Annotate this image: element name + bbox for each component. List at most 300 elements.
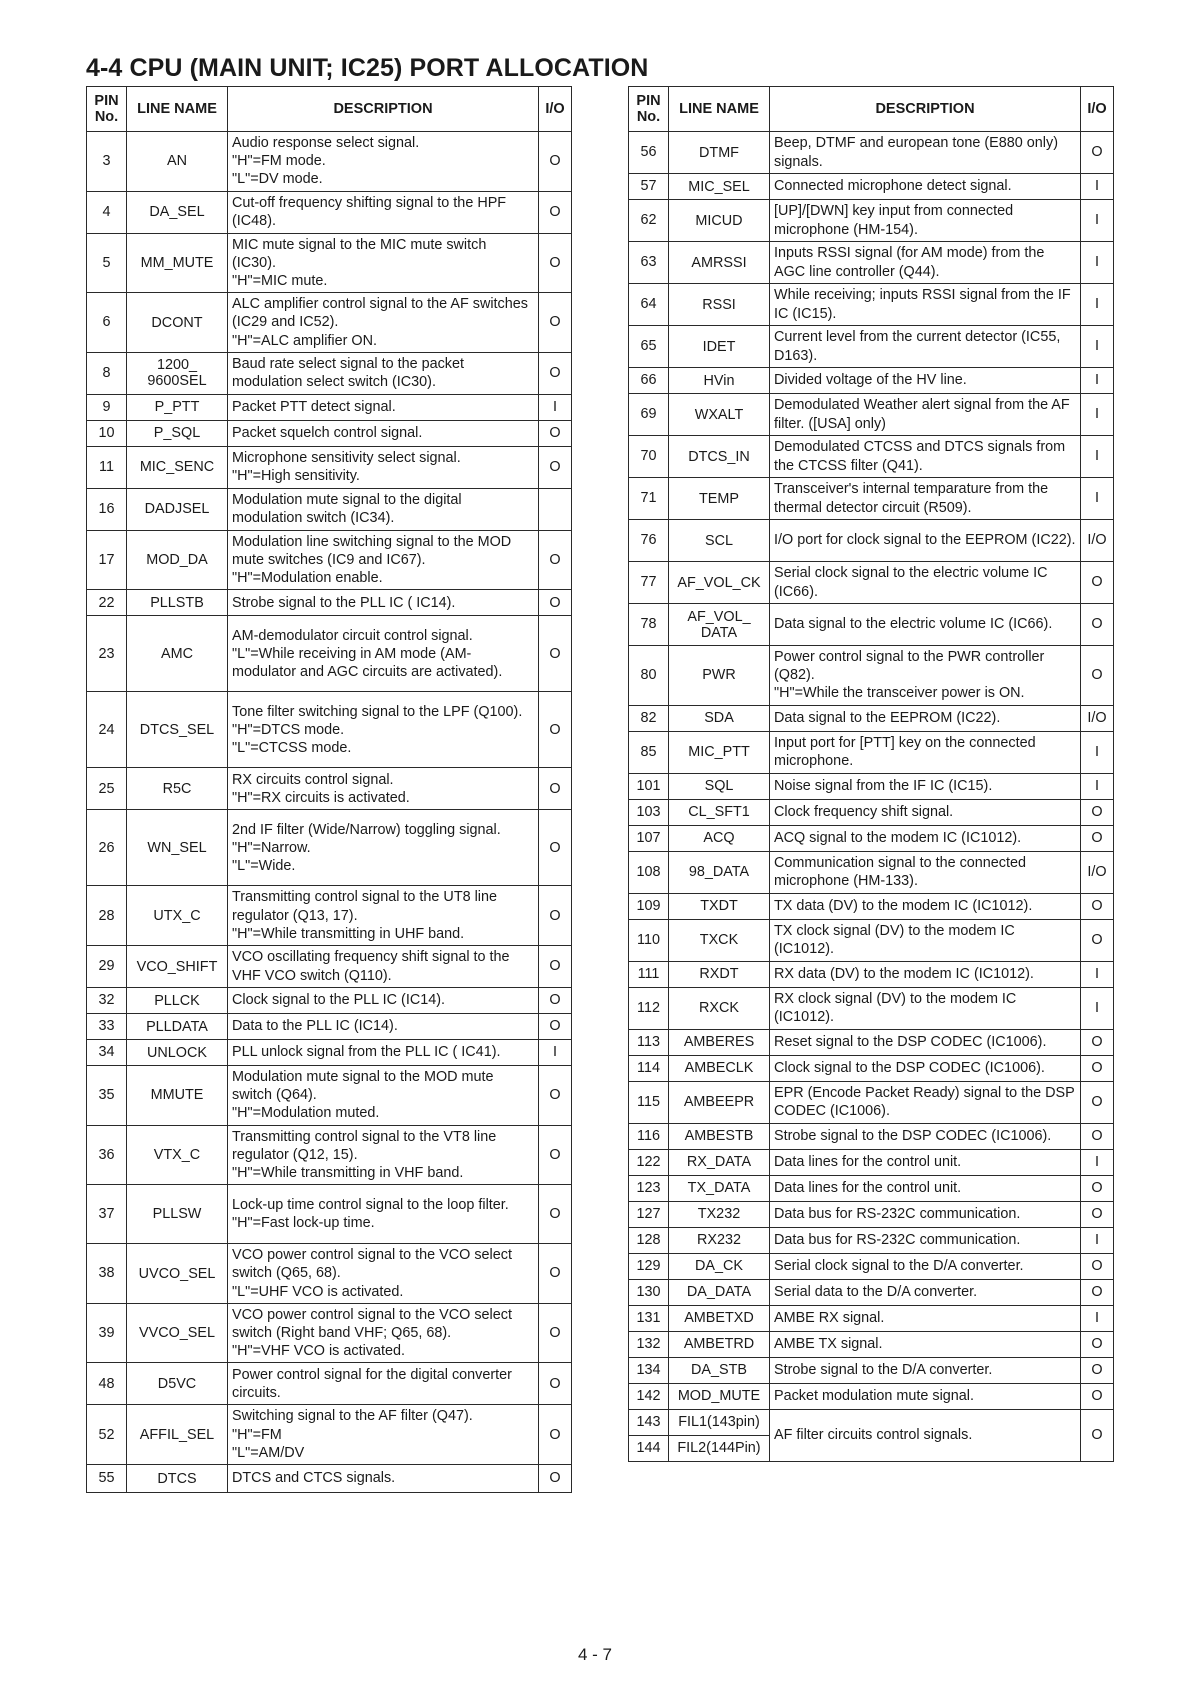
io-cell: O bbox=[1081, 1331, 1114, 1357]
io-cell: O bbox=[539, 293, 572, 353]
pin-cell: 35 bbox=[87, 1066, 127, 1126]
line-name-cell: PLLSW bbox=[127, 1185, 228, 1244]
line-name-cell: UVCO_SEL bbox=[127, 1244, 228, 1304]
table-row bbox=[629, 1123, 1114, 1149]
pin-cell: 65 bbox=[629, 326, 669, 368]
description-cell: Audio response select signal. "H"=FM mode. "L"=DV mode. bbox=[228, 132, 539, 192]
io-cell: I/O bbox=[1081, 705, 1114, 731]
table-row bbox=[629, 478, 1114, 520]
table-row bbox=[629, 1253, 1114, 1279]
description-cell: Strobe signal to the D/A converter. bbox=[770, 1357, 1081, 1383]
pin-cell: 22 bbox=[87, 590, 127, 616]
port-table-left bbox=[86, 86, 572, 1493]
pin-cell: 55 bbox=[87, 1465, 127, 1493]
io-cell: I bbox=[539, 1040, 572, 1066]
description-cell: Packet modulation mute signal. bbox=[770, 1383, 1081, 1409]
io-cell: O bbox=[1081, 1201, 1114, 1227]
line-name-cell: DA_STB bbox=[669, 1357, 770, 1383]
table-row bbox=[629, 604, 1114, 646]
pin-cell: 114 bbox=[629, 1055, 669, 1081]
description-cell: Beep, DTMF and european tone (E880 only) signals. bbox=[770, 132, 1081, 174]
pin-cell: 101 bbox=[629, 773, 669, 799]
io-cell: I bbox=[1081, 368, 1114, 394]
table-row bbox=[629, 132, 1114, 174]
table-row bbox=[629, 851, 1114, 893]
table-row bbox=[87, 616, 572, 692]
table-row bbox=[629, 284, 1114, 326]
line-name-cell: PLLCK bbox=[127, 988, 228, 1014]
io-cell: I/O bbox=[1081, 520, 1114, 562]
table-row bbox=[629, 1081, 1114, 1123]
io-cell: O bbox=[1081, 1055, 1114, 1081]
description-cell: Transmitting control signal to the UT8 line regulator (Q13, 17). "H"=While transmitting in UHF band. bbox=[228, 886, 539, 946]
pin-cell: 64 bbox=[629, 284, 669, 326]
table-row bbox=[629, 1383, 1114, 1409]
description-cell: Noise signal from the IF IC (IC15). bbox=[770, 773, 1081, 799]
line-name-cell: 98_DATA bbox=[669, 851, 770, 893]
description-cell: Power control signal for the digital converter circuits. bbox=[228, 1363, 539, 1405]
table-row bbox=[87, 1125, 572, 1185]
line-name-cell: PLLDATA bbox=[127, 1014, 228, 1040]
line-name-cell: SCL bbox=[669, 520, 770, 562]
table-row bbox=[87, 233, 572, 293]
pin-cell: 69 bbox=[629, 394, 669, 436]
description-cell: RX data (DV) to the modem IC (IC1012). bbox=[770, 961, 1081, 987]
line-name-cell: RXCK bbox=[669, 987, 770, 1029]
description-cell: RX clock signal (DV) to the modem IC (IC1012). bbox=[770, 987, 1081, 1029]
line-name-cell: TXCK bbox=[669, 919, 770, 961]
description-cell: Baud rate select signal to the packet modulation select switch (IC30). bbox=[228, 352, 539, 394]
pin-cell: 11 bbox=[87, 446, 127, 488]
table-row bbox=[629, 961, 1114, 987]
description-cell: Clock signal to the PLL IC (IC14). bbox=[228, 988, 539, 1014]
line-name-cell: VTX_C bbox=[127, 1125, 228, 1185]
io-cell: I bbox=[1081, 478, 1114, 520]
io-cell: O bbox=[539, 420, 572, 446]
line-name-cell: DTCS_SEL bbox=[127, 692, 228, 768]
description-cell: ALC amplifier control signal to the AF switches (IC29 and IC52). "H"=ALC amplifier ON. bbox=[228, 293, 539, 353]
table-row bbox=[87, 692, 572, 768]
io-cell: O bbox=[539, 1014, 572, 1040]
description-cell: TX clock signal (DV) to the modem IC (IC1012). bbox=[770, 919, 1081, 961]
table-row bbox=[629, 1175, 1114, 1201]
table-row bbox=[87, 488, 572, 530]
pin-cell: 77 bbox=[629, 562, 669, 604]
pin-cell: 112 bbox=[629, 987, 669, 1029]
line-name-cell: AMBEEPR bbox=[669, 1081, 770, 1123]
io-cell: O bbox=[539, 446, 572, 488]
description-cell: Packet squelch control signal. bbox=[228, 420, 539, 446]
pin-cell: 108 bbox=[629, 851, 669, 893]
line-name-cell: TX232 bbox=[669, 1201, 770, 1227]
io-cell: I bbox=[1081, 326, 1114, 368]
table-row bbox=[629, 1227, 1114, 1253]
io-cell: O bbox=[539, 590, 572, 616]
description-cell: Serial clock signal to the D/A converter. bbox=[770, 1253, 1081, 1279]
line-name-cell: TXDT bbox=[669, 893, 770, 919]
table-row bbox=[87, 530, 572, 590]
line-name-cell: MICUD bbox=[669, 200, 770, 242]
header-pin: PIN No. bbox=[629, 87, 669, 132]
description-cell: Data signal to the EEPROM (IC22). bbox=[770, 705, 1081, 731]
io-cell: O bbox=[1081, 646, 1114, 706]
io-cell: O bbox=[1081, 1175, 1114, 1201]
line-name-cell: AMBETXD bbox=[669, 1305, 770, 1331]
table-row bbox=[87, 1040, 572, 1066]
io-cell: I bbox=[539, 394, 572, 420]
header-io: I/O bbox=[1081, 87, 1114, 132]
line-name-cell: DTCS_IN bbox=[669, 436, 770, 478]
pin-cell: 34 bbox=[87, 1040, 127, 1066]
io-cell: I bbox=[1081, 987, 1114, 1029]
header-pin: PIN No. bbox=[87, 87, 127, 132]
table-row bbox=[87, 1066, 572, 1126]
description-cell: While receiving; inputs RSSI signal from the IF IC (IC15). bbox=[770, 284, 1081, 326]
description-cell: Modulation mute signal to the digital modulation switch (IC34). bbox=[228, 488, 539, 530]
table-row bbox=[629, 242, 1114, 284]
pin-cell: 38 bbox=[87, 1244, 127, 1304]
description-cell: Strobe signal to the PLL IC ( IC14). bbox=[228, 590, 539, 616]
description-cell: PLL unlock signal from the PLL IC ( IC41). bbox=[228, 1040, 539, 1066]
pin-cell: 115 bbox=[629, 1081, 669, 1123]
io-cell: I bbox=[1081, 200, 1114, 242]
description-cell: Inputs RSSI signal (for AM mode) from the AGC line controller (Q44). bbox=[770, 242, 1081, 284]
io-cell: I bbox=[1081, 773, 1114, 799]
description-cell: TX data (DV) to the modem IC (IC1012). bbox=[770, 893, 1081, 919]
description-cell: VCO power control signal to the VCO select switch (Right band VHF; Q65, 68). "H"=VHF VCO is activated. bbox=[228, 1303, 539, 1363]
io-cell: O bbox=[539, 530, 572, 590]
pin-cell: 123 bbox=[629, 1175, 669, 1201]
line-name-cell: AMBECLK bbox=[669, 1055, 770, 1081]
pin-cell: 17 bbox=[87, 530, 127, 590]
line-name-cell: DTCS bbox=[127, 1465, 228, 1493]
description-cell: RX circuits control signal. "H"=RX circuits is activated. bbox=[228, 768, 539, 810]
io-cell: O bbox=[1081, 132, 1114, 174]
description-cell: EPR (Encode Packet Ready) signal to the DSP CODEC (IC1006). bbox=[770, 1081, 1081, 1123]
line-name-cell: DA_CK bbox=[669, 1253, 770, 1279]
io-cell: O bbox=[539, 1125, 572, 1185]
description-cell: Microphone sensitivity select signal. "H"=High sensitivity. bbox=[228, 446, 539, 488]
line-name-cell: MIC_PTT bbox=[669, 731, 770, 773]
line-name-cell: PWR bbox=[669, 646, 770, 706]
io-cell: I bbox=[1081, 1227, 1114, 1253]
description-cell: 2nd IF filter (Wide/Narrow) toggling signal. "H"=Narrow. "L"=Wide. bbox=[228, 810, 539, 886]
line-name-cell: MMUTE bbox=[127, 1066, 228, 1126]
line-name-cell: AF_VOL_CK bbox=[669, 562, 770, 604]
table-row bbox=[629, 174, 1114, 200]
pin-cell: 70 bbox=[629, 436, 669, 478]
io-cell: O bbox=[1081, 825, 1114, 851]
line-name-cell: AN bbox=[127, 132, 228, 192]
line-name-cell: CL_SFT1 bbox=[669, 799, 770, 825]
io-cell: O bbox=[1081, 1253, 1114, 1279]
description-cell: Serial clock signal to the electric volume IC (IC66). bbox=[770, 562, 1081, 604]
table-row bbox=[629, 1331, 1114, 1357]
description-cell: Strobe signal to the DSP CODEC (IC1006). bbox=[770, 1123, 1081, 1149]
io-cell: O bbox=[1081, 604, 1114, 646]
description-cell: AMBE TX signal. bbox=[770, 1331, 1081, 1357]
line-name-cell: PLLSTB bbox=[127, 590, 228, 616]
table-header-row bbox=[629, 87, 1114, 132]
description-cell: Demodulated Weather alert signal from the AF filter. ([USA] only) bbox=[770, 394, 1081, 436]
pin-cell: 62 bbox=[629, 200, 669, 242]
io-cell: O bbox=[539, 810, 572, 886]
table-row bbox=[629, 520, 1114, 562]
table-row bbox=[87, 1185, 572, 1244]
pin-cell: 130 bbox=[629, 1279, 669, 1305]
io-cell: I bbox=[1081, 242, 1114, 284]
io-cell: I bbox=[1081, 394, 1114, 436]
pin-cell: 5 bbox=[87, 233, 127, 293]
table-row bbox=[629, 919, 1114, 961]
line-name-cell: FIL1(143pin) bbox=[669, 1409, 770, 1435]
description-cell: ACQ signal to the modem IC (IC1012). bbox=[770, 825, 1081, 851]
pin-cell: 129 bbox=[629, 1253, 669, 1279]
io-cell: I bbox=[1081, 1149, 1114, 1175]
table-row bbox=[87, 768, 572, 810]
description-cell: Current level from the current detector (IC55, D163). bbox=[770, 326, 1081, 368]
line-name-cell: AMBETRD bbox=[669, 1331, 770, 1357]
table-row bbox=[629, 799, 1114, 825]
table-row bbox=[629, 1357, 1114, 1383]
pin-cell: 127 bbox=[629, 1201, 669, 1227]
header-line-name: LINE NAME bbox=[669, 87, 770, 132]
pin-cell: 63 bbox=[629, 242, 669, 284]
io-cell: I bbox=[1081, 961, 1114, 987]
io-cell: O bbox=[539, 1363, 572, 1405]
line-name-cell: AMBESTB bbox=[669, 1123, 770, 1149]
pin-cell: 76 bbox=[629, 520, 669, 562]
table-row bbox=[87, 1405, 572, 1465]
line-name-cell: DTMF bbox=[669, 132, 770, 174]
table-row bbox=[87, 590, 572, 616]
pin-cell: 134 bbox=[629, 1357, 669, 1383]
line-name-cell: ACQ bbox=[669, 825, 770, 851]
pin-cell: 28 bbox=[87, 886, 127, 946]
io-cell bbox=[539, 488, 572, 530]
io-cell: O bbox=[539, 1066, 572, 1126]
header-description: DESCRIPTION bbox=[228, 87, 539, 132]
description-cell: Transceiver's internal temparature from the thermal detector circuit (R509). bbox=[770, 478, 1081, 520]
description-cell: Demodulated CTCSS and DTCS signals from the CTCSS filter (Q41). bbox=[770, 436, 1081, 478]
description-cell: Lock-up time control signal to the loop filter. "H"=Fast lock-up time. bbox=[228, 1185, 539, 1244]
line-name-cell: DADJSEL bbox=[127, 488, 228, 530]
io-cell: O bbox=[1081, 1279, 1114, 1305]
line-name-cell: RXDT bbox=[669, 961, 770, 987]
io-cell: O bbox=[1081, 893, 1114, 919]
line-name-cell: SQL bbox=[669, 773, 770, 799]
pin-cell: 128 bbox=[629, 1227, 669, 1253]
line-name-cell: 1200_ 9600SEL bbox=[127, 352, 228, 394]
header-line-name: LINE NAME bbox=[127, 87, 228, 132]
description-cell: AF filter circuits control signals. bbox=[770, 1409, 1081, 1461]
description-cell: Data to the PLL IC (IC14). bbox=[228, 1014, 539, 1040]
pin-cell: 25 bbox=[87, 768, 127, 810]
table-row bbox=[87, 191, 572, 233]
line-name-cell: DA_SEL bbox=[127, 191, 228, 233]
table-row bbox=[87, 1363, 572, 1405]
line-name-cell: SDA bbox=[669, 705, 770, 731]
pin-cell: 39 bbox=[87, 1303, 127, 1363]
io-cell: I/O bbox=[1081, 851, 1114, 893]
table-row bbox=[629, 200, 1114, 242]
table-row bbox=[87, 1014, 572, 1040]
table-row bbox=[87, 132, 572, 192]
io-cell: I bbox=[1081, 174, 1114, 200]
line-name-cell: WXALT bbox=[669, 394, 770, 436]
line-name-cell: WN_SEL bbox=[127, 810, 228, 886]
pin-cell: 33 bbox=[87, 1014, 127, 1040]
table-row bbox=[629, 326, 1114, 368]
header-io: I/O bbox=[539, 87, 572, 132]
pin-cell: 143 bbox=[629, 1409, 669, 1435]
line-name-cell: RSSI bbox=[669, 284, 770, 326]
io-cell: O bbox=[539, 768, 572, 810]
description-cell: Transmitting control signal to the VT8 line regulator (Q12, 15). "H"=While transmitting in VHF band. bbox=[228, 1125, 539, 1185]
description-cell: Data lines for the control unit. bbox=[770, 1149, 1081, 1175]
line-name-cell: RX_DATA bbox=[669, 1149, 770, 1175]
description-cell: Cut-off frequency shifting signal to the HPF (IC48). bbox=[228, 191, 539, 233]
line-name-cell: AF_VOL_ DATA bbox=[669, 604, 770, 646]
line-name-cell: TEMP bbox=[669, 478, 770, 520]
line-name-cell: VCO_SHIFT bbox=[127, 946, 228, 988]
pin-cell: 111 bbox=[629, 961, 669, 987]
line-name-cell: AMBERES bbox=[669, 1029, 770, 1055]
description-cell: Communication signal to the connected microphone (HM-133). bbox=[770, 851, 1081, 893]
line-name-cell: MM_MUTE bbox=[127, 233, 228, 293]
pin-cell: 36 bbox=[87, 1125, 127, 1185]
line-name-cell: UTX_C bbox=[127, 886, 228, 946]
line-name-cell: R5C bbox=[127, 768, 228, 810]
io-cell: O bbox=[1081, 1029, 1114, 1055]
table-row bbox=[629, 731, 1114, 773]
pin-cell: 6 bbox=[87, 293, 127, 353]
io-cell: O bbox=[539, 1405, 572, 1465]
io-cell: O bbox=[1081, 1409, 1114, 1461]
table-row bbox=[87, 1303, 572, 1363]
table-row bbox=[87, 420, 572, 446]
line-name-cell: IDET bbox=[669, 326, 770, 368]
io-cell: O bbox=[1081, 1383, 1114, 1409]
io-cell: O bbox=[1081, 1357, 1114, 1383]
pin-cell: 110 bbox=[629, 919, 669, 961]
io-cell: O bbox=[539, 886, 572, 946]
table-row bbox=[87, 810, 572, 886]
description-cell: Data bus for RS-232C communication. bbox=[770, 1227, 1081, 1253]
io-cell: O bbox=[539, 988, 572, 1014]
description-cell: Data bus for RS-232C communication. bbox=[770, 1201, 1081, 1227]
description-cell: Data lines for the control unit. bbox=[770, 1175, 1081, 1201]
table-row bbox=[629, 1201, 1114, 1227]
page-title: 4-4 CPU (MAIN UNIT; IC25) PORT ALLOCATION bbox=[86, 54, 649, 82]
io-cell: O bbox=[1081, 562, 1114, 604]
pin-cell: 82 bbox=[629, 705, 669, 731]
pin-cell: 48 bbox=[87, 1363, 127, 1405]
header-description: DESCRIPTION bbox=[770, 87, 1081, 132]
description-cell: I/O port for clock signal to the EEPROM (IC22). bbox=[770, 520, 1081, 562]
line-name-cell: AMRSSI bbox=[669, 242, 770, 284]
description-cell: [UP]/[DWN] key input from connected microphone (HM-154). bbox=[770, 200, 1081, 242]
io-cell: O bbox=[539, 1244, 572, 1304]
pin-cell: 52 bbox=[87, 1405, 127, 1465]
pin-cell: 56 bbox=[629, 132, 669, 174]
table-row bbox=[87, 293, 572, 353]
description-cell: MIC mute signal to the MIC mute switch (IC30). "H"=MIC mute. bbox=[228, 233, 539, 293]
description-cell: AM-demodulator circuit control signal. "L"=While receiving in AM mode (AM-modulator and AGC circuits are activated). bbox=[228, 616, 539, 692]
pin-cell: 9 bbox=[87, 394, 127, 420]
pin-cell: 4 bbox=[87, 191, 127, 233]
table-row bbox=[87, 1244, 572, 1304]
table-header-row bbox=[87, 87, 572, 132]
pin-cell: 142 bbox=[629, 1383, 669, 1409]
pin-cell: 10 bbox=[87, 420, 127, 446]
io-cell: O bbox=[539, 352, 572, 394]
description-cell: Clock frequency shift signal. bbox=[770, 799, 1081, 825]
description-cell: Divided voltage of the HV line. bbox=[770, 368, 1081, 394]
io-cell: I bbox=[1081, 1305, 1114, 1331]
line-name-cell: P_PTT bbox=[127, 394, 228, 420]
table-row bbox=[87, 1465, 572, 1493]
table-row bbox=[87, 946, 572, 988]
line-name-cell: MIC_SEL bbox=[669, 174, 770, 200]
table-row bbox=[629, 368, 1114, 394]
table-row bbox=[629, 1279, 1114, 1305]
pin-cell: 3 bbox=[87, 132, 127, 192]
io-cell: O bbox=[539, 191, 572, 233]
pin-cell: 32 bbox=[87, 988, 127, 1014]
table-row bbox=[629, 1149, 1114, 1175]
pin-cell: 80 bbox=[629, 646, 669, 706]
description-cell: Input port for [PTT] key on the connected microphone. bbox=[770, 731, 1081, 773]
description-cell: Packet PTT detect signal. bbox=[228, 394, 539, 420]
table-row bbox=[629, 893, 1114, 919]
description-cell: Switching signal to the AF filter (Q47). "H"=FM "L"=AM/DV bbox=[228, 1405, 539, 1465]
line-name-cell: TX_DATA bbox=[669, 1175, 770, 1201]
table-row bbox=[629, 436, 1114, 478]
description-cell: Connected microphone detect signal. bbox=[770, 174, 1081, 200]
pin-cell: 16 bbox=[87, 488, 127, 530]
io-cell: O bbox=[539, 616, 572, 692]
description-cell: Clock signal to the DSP CODEC (IC1006). bbox=[770, 1055, 1081, 1081]
table-row bbox=[87, 886, 572, 946]
line-name-cell: RX232 bbox=[669, 1227, 770, 1253]
table-row bbox=[87, 394, 572, 420]
line-name-cell: AFFIL_SEL bbox=[127, 1405, 228, 1465]
table-row bbox=[629, 1055, 1114, 1081]
pin-cell: 103 bbox=[629, 799, 669, 825]
table-row bbox=[629, 562, 1114, 604]
description-cell: Modulation line switching signal to the MOD mute switches (IC9 and IC67). "H"=Modulation enable. bbox=[228, 530, 539, 590]
line-name-cell: DA_DATA bbox=[669, 1279, 770, 1305]
pin-cell: 109 bbox=[629, 893, 669, 919]
table-row bbox=[629, 1029, 1114, 1055]
io-cell: O bbox=[539, 1465, 572, 1493]
io-cell: O bbox=[539, 132, 572, 192]
pin-cell: 78 bbox=[629, 604, 669, 646]
table-row bbox=[629, 987, 1114, 1029]
line-name-cell: D5VC bbox=[127, 1363, 228, 1405]
pin-cell: 26 bbox=[87, 810, 127, 886]
line-name-cell: MOD_MUTE bbox=[669, 1383, 770, 1409]
pin-cell: 144 bbox=[629, 1435, 669, 1461]
pin-cell: 131 bbox=[629, 1305, 669, 1331]
io-cell: O bbox=[1081, 919, 1114, 961]
description-cell: Serial data to the D/A converter. bbox=[770, 1279, 1081, 1305]
table-row bbox=[629, 825, 1114, 851]
description-cell: Power control signal to the PWR controller (Q82). "H"=While the transceiver power is ON. bbox=[770, 646, 1081, 706]
io-cell: O bbox=[1081, 799, 1114, 825]
table-row bbox=[629, 705, 1114, 731]
